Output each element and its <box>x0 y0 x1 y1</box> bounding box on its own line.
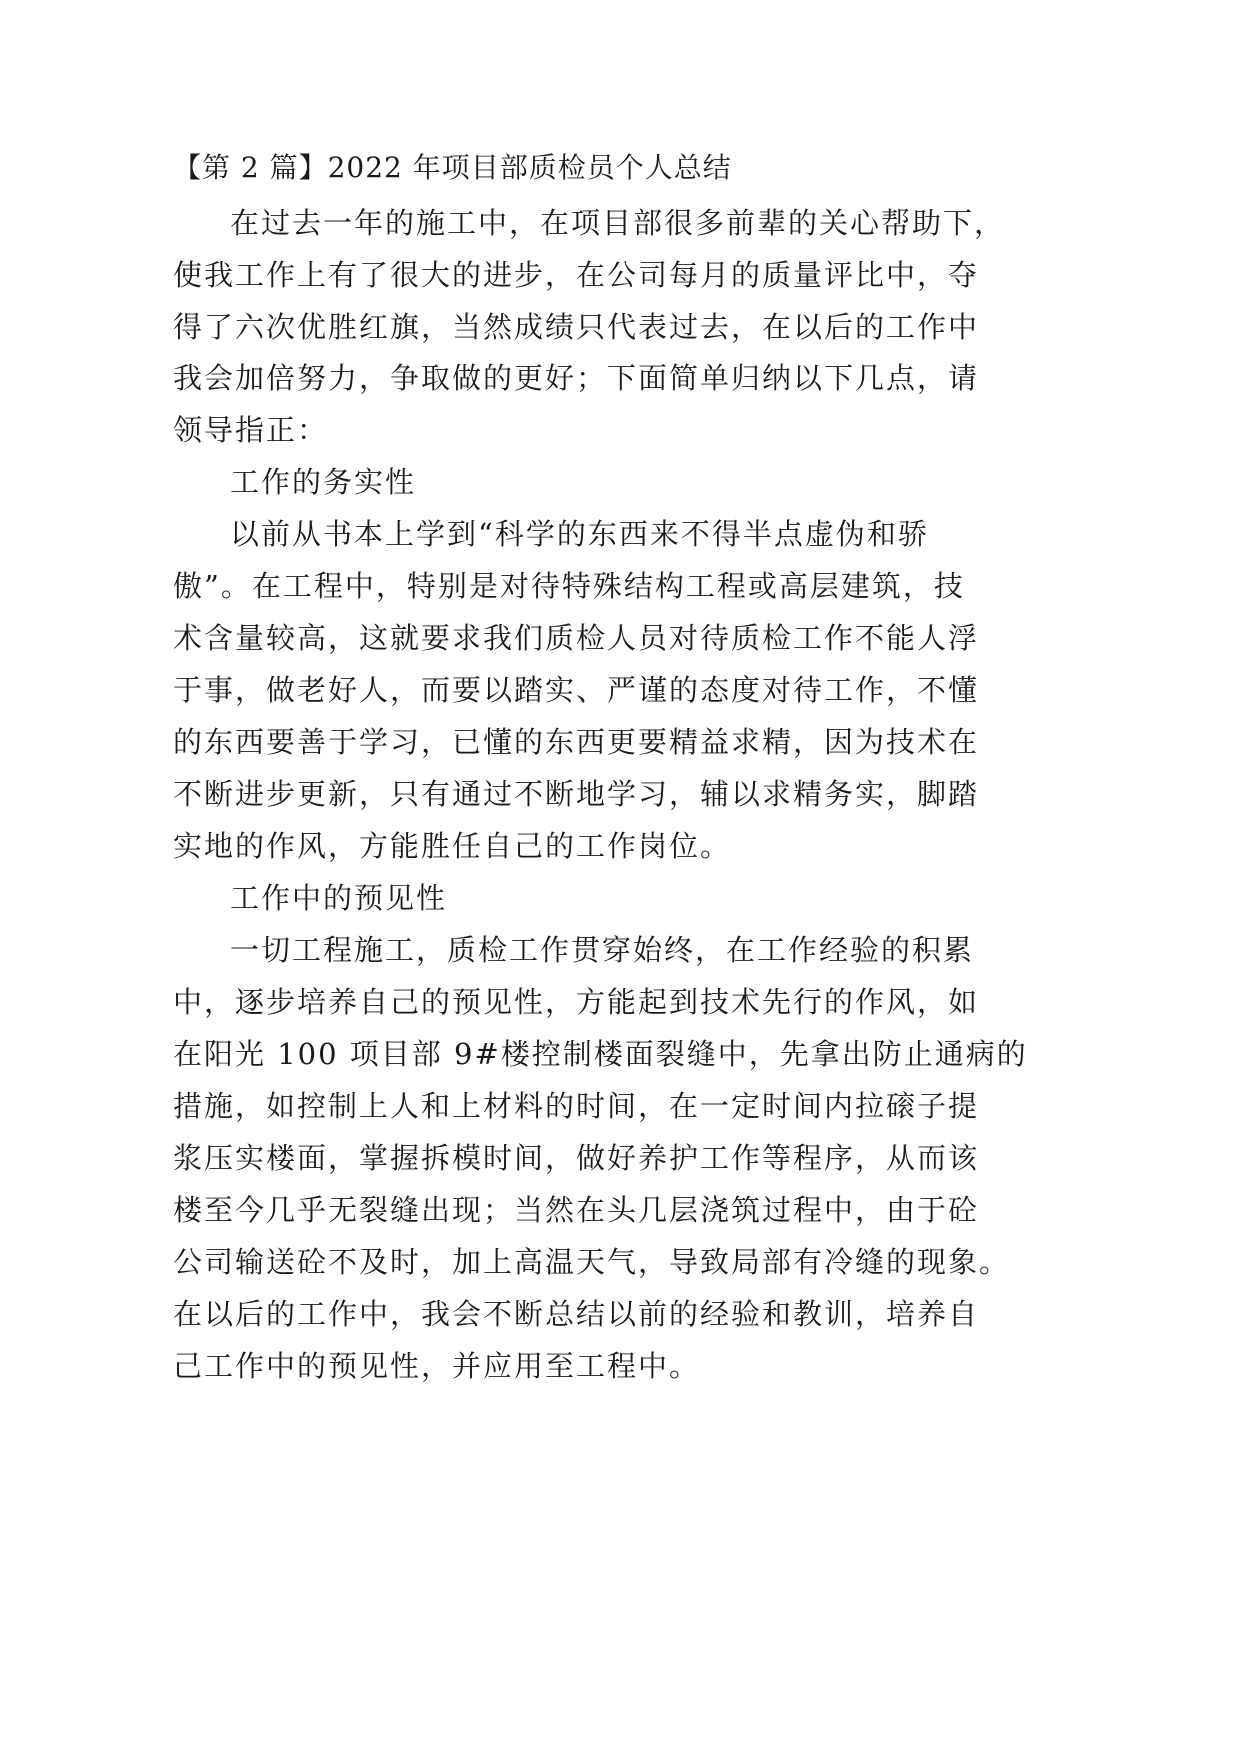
paragraph-line: 以前从书本上学到“科学的东西来不得半点虚伪和骄 <box>230 517 929 551</box>
paragraph-line: 领导指正： <box>173 413 329 447</box>
paragraph-line: 实地的作风，方能胜任自己的工作岗位。 <box>173 829 732 863</box>
paragraph-line: 我会加倍努力，争取做的更好；下面简单归纳以下几点，请 <box>173 361 980 395</box>
paragraph-line: 一切工程施工，质检工作贯穿始终，在工作经验的积累 <box>230 933 975 967</box>
paragraph-line: 不断进步更新，只有通过不断地学习，辅以求精务实，脚踏 <box>173 777 980 811</box>
paragraph-line: 楼至今几乎无裂缝出现；当然在头几层浇筑过程中，由于砼 <box>173 1193 980 1227</box>
paragraph-line: 的东西要善于学习，已懂的东西更要精益求精，因为技术在 <box>173 725 980 759</box>
paragraph-line: 在以后的工作中，我会不断总结以前的经验和教训，培养自 <box>173 1297 980 1331</box>
document-title: 【第 2 篇】2022 年项目部质检员个人总结 <box>173 151 732 184</box>
paragraph-line: 浆压实楼面，掌握拆模时间，做好养护工作等程序，从而该 <box>173 1141 980 1175</box>
paragraph-line: 公司输送砼不及时，加上高温天气，导致局部有冷缝的现象。 <box>173 1245 1011 1279</box>
paragraph-line: 使我工作上有了很大的进步，在公司每月的质量评比中，夺 <box>173 258 980 292</box>
paragraph-line: 中，逐步培养自己的预见性，方能起到技术先行的作风，如 <box>173 985 980 1019</box>
paragraph-line: 措施，如控制上人和上材料的时间，在一定时间内拉磙子提 <box>173 1089 980 1123</box>
section-heading: 工作中的预见性 <box>230 881 448 915</box>
paragraph-line: 得了六次优胜红旗，当然成绩只代表过去，在以后的工作中 <box>173 310 980 344</box>
paragraph-line: 在阳光 100 项目部 9#楼控制楼面裂缝中，先拿出防止通病的 <box>173 1037 1028 1071</box>
paragraph-line: 傲”。在工程中，特别是对待特殊结构工程或高层建筑，技 <box>173 569 965 603</box>
paragraph-line: 于事，做老好人，而要以踏实、严谨的态度对待工作，不懂 <box>173 673 980 707</box>
paragraph-line: 术含量较高，这就要求我们质检人员对待质检工作不能人浮 <box>173 621 980 655</box>
paragraph-line: 在过去一年的施工中，在项目部很多前辈的关心帮助下， <box>230 206 1006 240</box>
paragraph-line: 己工作中的预见性，并应用至工程中。 <box>173 1349 701 1383</box>
section-heading: 工作的务实性 <box>230 465 417 499</box>
